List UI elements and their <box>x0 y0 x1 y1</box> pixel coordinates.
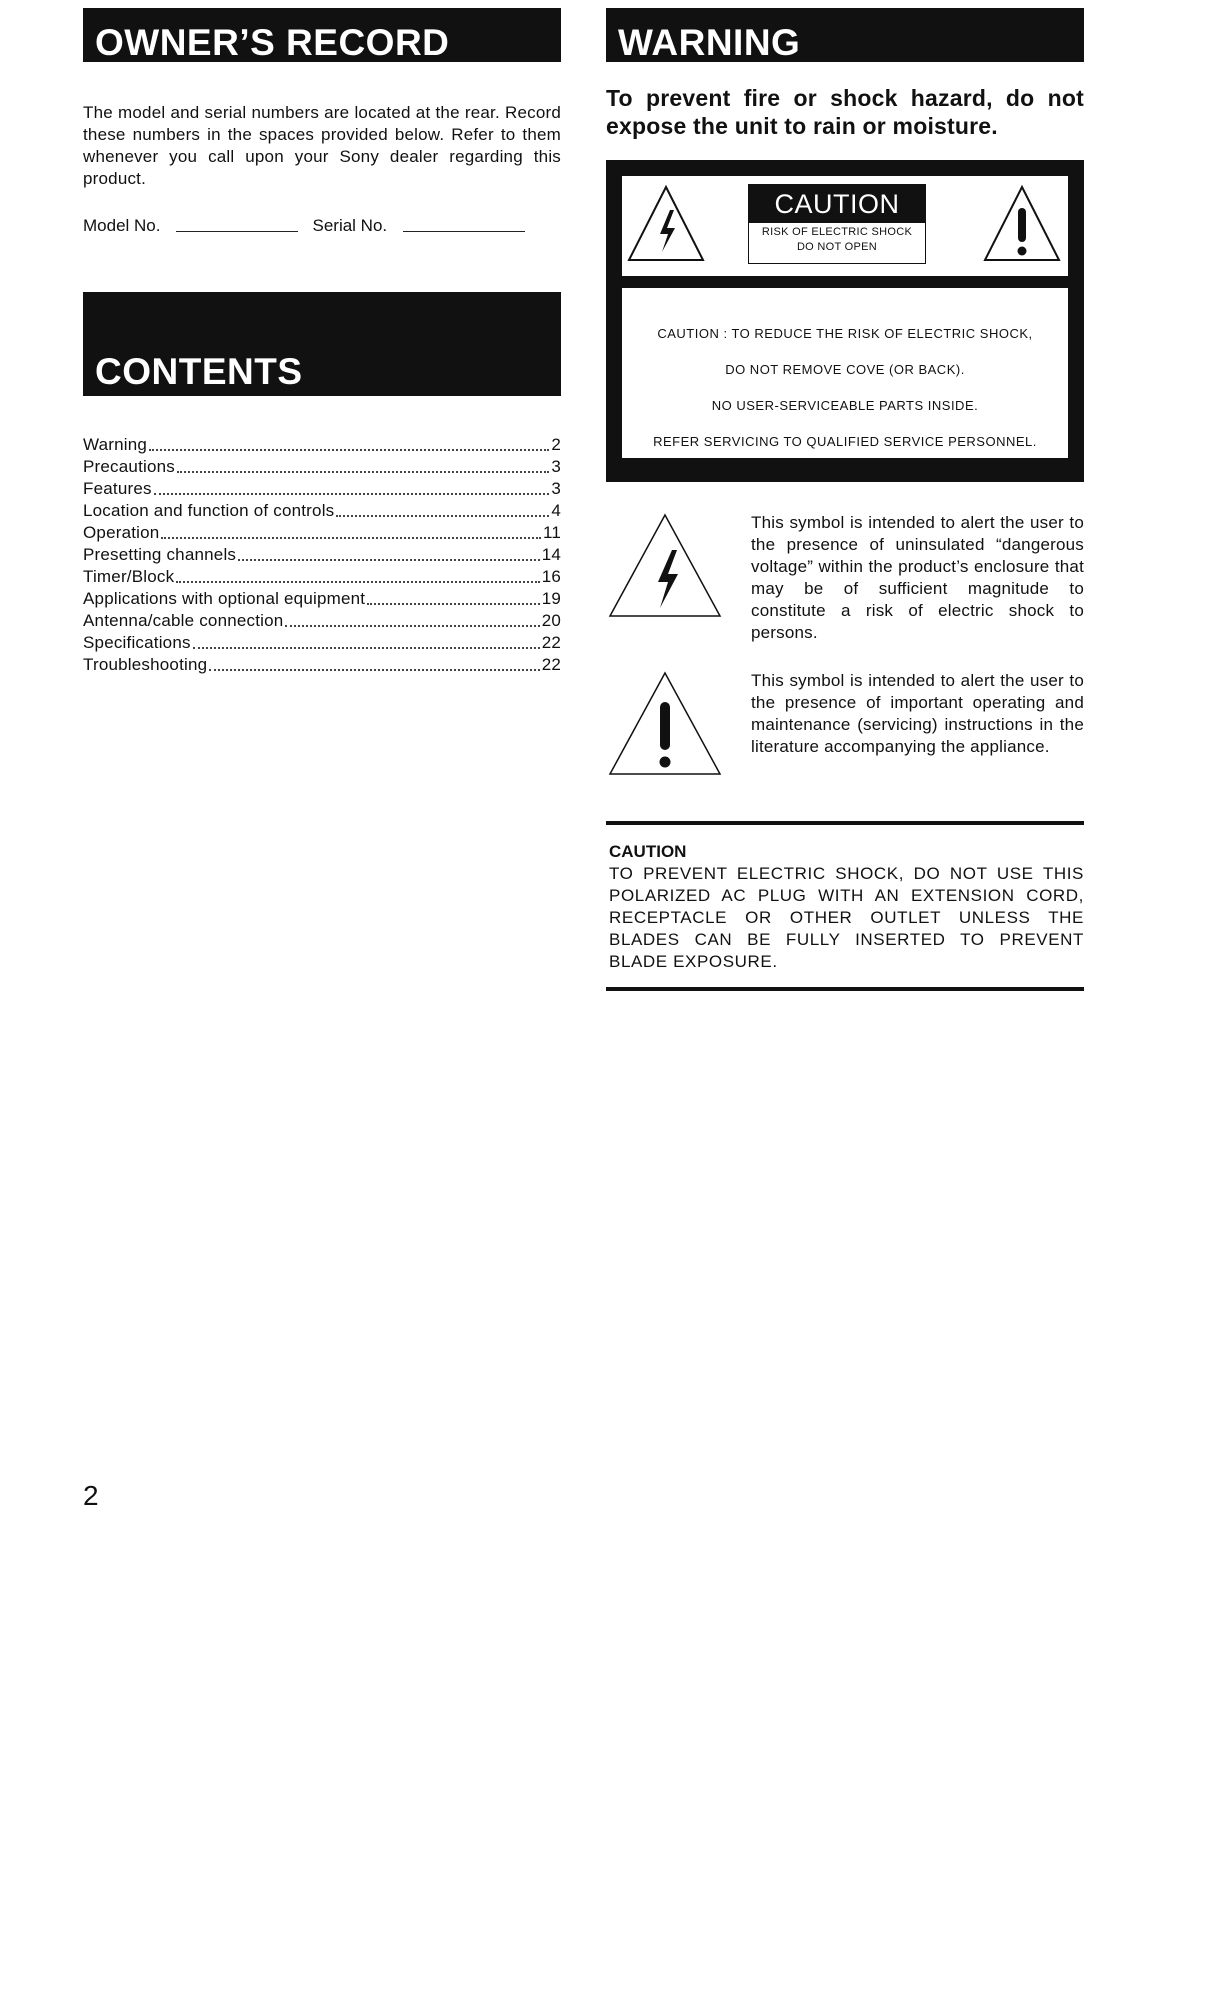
toc-item <box>83 610 561 632</box>
toc-item-page: 11 <box>542 523 561 542</box>
toc-item-title: Presetting channels <box>83 545 237 564</box>
exclamation-warning-icon <box>982 184 1062 269</box>
warning-lead-text: To prevent fire or shock hazard, do not expose the unit to rain or moisture. <box>606 85 1084 139</box>
toc-item-title: Location and function of controls <box>83 501 335 520</box>
contents-header-label: CONTENTS <box>95 351 303 392</box>
toc-item <box>83 566 561 588</box>
toc-leader <box>367 602 539 605</box>
page-number: 2 <box>83 1480 99 1511</box>
toc-item-title: Warning <box>83 435 148 454</box>
toc-item-page: 14 <box>541 545 561 564</box>
toc-leader <box>193 646 540 649</box>
toc-item-page: 19 <box>541 589 561 608</box>
plug-caution-body: TO PREVENT ELECTRIC SHOCK, DO NOT USE THIS POLARIZED AC PLUG WITH AN EXTENSION CORD, RECEPTACLE OR OTHER OUTLET UNLESS THE BLADES CAN BE FULLY INSERTED TO PREVENT BLADE EXPOSURE. <box>609 864 1084 971</box>
owners-record-header: OWNER’S RECORD <box>83 8 561 62</box>
model-number-blank <box>176 230 298 232</box>
serial-number-blank <box>403 230 525 232</box>
toc-item-title: Timer/Block <box>83 567 175 586</box>
toc-item <box>83 632 561 654</box>
toc-item <box>83 544 561 566</box>
toc-item-title: Features <box>83 479 152 498</box>
right-column <box>606 8 1084 991</box>
toc-leader <box>285 624 539 627</box>
caution-line: REFER SERVICING TO QUALIFIED SERVICE PERSONNEL. <box>653 434 1037 449</box>
toc-leader <box>149 448 549 451</box>
caution-line: CAUTION : TO REDUCE THE RISK OF ELECTRIC SHOCK, <box>657 326 1033 341</box>
toc-leader <box>209 668 539 671</box>
toc-item-title: Specifications <box>83 633 191 652</box>
toc-item <box>83 478 561 500</box>
toc-item-title: Precautions <box>83 457 175 476</box>
toc-item-title: Applications with optional equipment <box>83 589 366 608</box>
caution-panel-top <box>622 176 1068 276</box>
caution-label <box>748 184 926 264</box>
voltage-symbol-text: This symbol is intended to alert the user to the presence of uninsulated “dangerous voltage” within the product’s enclosure that may be of sufficient magnitude to constitute a risk of electric shock to persons. <box>751 513 1084 642</box>
record-fields <box>83 216 561 236</box>
model-number-label: Model No. <box>83 216 161 235</box>
left-column <box>83 8 561 692</box>
toc-item-page: 20 <box>541 611 561 630</box>
caution-label-line2: DO NOT OPEN <box>796 241 878 253</box>
toc-item <box>83 500 561 522</box>
plug-caution-box <box>606 821 1084 991</box>
toc-item <box>83 522 561 544</box>
toc-item-page: 3 <box>551 457 561 476</box>
exclamation-symbol-explanation <box>606 670 1084 783</box>
toc-item-page: 22 <box>541 655 561 674</box>
toc-leader <box>177 470 549 473</box>
caution-panel <box>606 160 1084 482</box>
toc-item-page: 4 <box>551 501 561 520</box>
caution-line: NO USER-SERVICEABLE PARTS INSIDE. <box>711 398 979 413</box>
caution-panel-text <box>622 288 1068 458</box>
toc-leader <box>336 514 549 517</box>
contents-header <box>83 292 561 396</box>
toc-item <box>83 456 561 478</box>
caution-label-line1: RISK OF ELECTRIC SHOCK <box>761 226 913 238</box>
toc-item-page: 16 <box>541 567 561 586</box>
plug-caution-heading: CAUTION <box>609 842 687 861</box>
toc-item <box>83 588 561 610</box>
toc-item-title: Troubleshooting <box>83 655 208 674</box>
toc-leader <box>154 492 550 495</box>
serial-number-label: Serial No. <box>312 216 388 235</box>
toc-item <box>83 654 561 676</box>
toc-leader <box>238 558 540 561</box>
exclamation-symbol-text: This symbol is intended to alert the user to the presence of important operating and maintenance (servicing) instructions in the literature accompanying the appliance. <box>751 671 1084 756</box>
voltage-symbol-explanation <box>606 512 1084 644</box>
caution-line: DO NOT REMOVE COVE (OR BACK). <box>725 362 965 377</box>
toc-item-title: Operation <box>83 523 160 542</box>
lightning-bolt-warning-icon <box>606 512 751 644</box>
table-of-contents <box>83 434 561 676</box>
toc-item <box>83 434 561 456</box>
exclamation-warning-icon <box>606 670 751 783</box>
owners-record-intro: The model and serial numbers are located at the rear. Record these numbers in the spaces provided below. Refer to them whenever you call upon your Sony dealer regarding this product. <box>83 103 561 188</box>
toc-leader <box>161 536 540 539</box>
lightning-bolt-warning-icon <box>626 184 706 269</box>
warning-header: WARNING <box>606 8 1084 62</box>
toc-item-page: 22 <box>541 633 561 652</box>
caution-label-title: CAUTION <box>749 185 925 223</box>
toc-item-page: 3 <box>551 479 561 498</box>
toc-item-page: 2 <box>551 435 561 454</box>
toc-leader <box>176 580 539 583</box>
toc-item-title: Antenna/cable connection <box>83 611 284 630</box>
